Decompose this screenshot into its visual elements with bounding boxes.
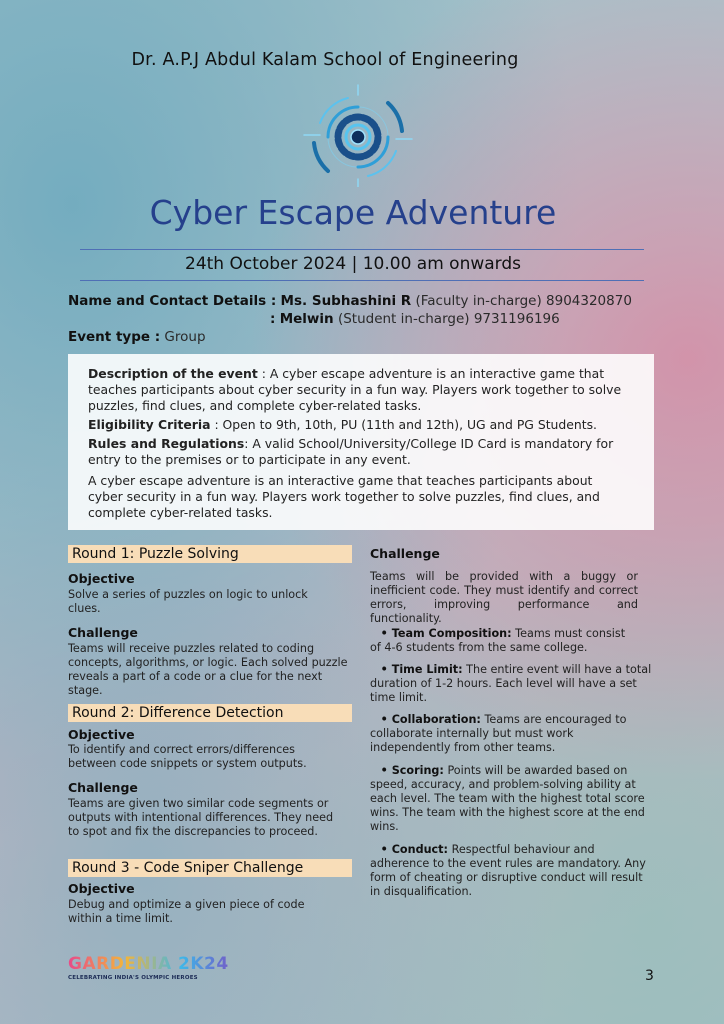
round-1-objective-label: Objective — [68, 571, 135, 586]
event-type-label: Event type : — [68, 329, 161, 345]
round-3-objective: Debug and optimize a given piece of code within a time limit. — [68, 898, 305, 925]
contact-line-student — [270, 310, 690, 328]
rules-text: : A valid School/University/College ID Card is mandatory for entry to the premises or to participate in any event. — [88, 436, 614, 467]
rules-paragraph — [88, 436, 642, 468]
brand-tagline: CELEBRATING INDIA'S OLYMPIC HEROES — [68, 975, 198, 981]
round-1-challenge-label: Challenge — [68, 625, 138, 640]
page-number: 3 — [645, 968, 654, 984]
round-3-objective-label: Objective — [68, 881, 135, 896]
rule-team-text: Teams must consist of 4-6 students from the same college. — [370, 627, 626, 654]
rule-time-text: The entire event will have a total duration of 1-2 hours. Each level will have a set time limit. — [370, 663, 652, 704]
student-prefix: : — [270, 311, 276, 327]
round-2-challenge: Teams are given two similar code segments or outputs with intentional differences. They need to spot and fix the discrepancies to proceed. — [68, 797, 334, 838]
round-1-challenge: Teams will receive puzzles related to coding concepts, algorithms, or logic. Each solved puzzle reveals a part of a code or a clue for the next stage. — [68, 642, 348, 697]
eligibility-paragraph — [88, 417, 642, 433]
rule-time-limit — [370, 663, 654, 705]
round-2-objective: To identify and correct errors/differences between code snippets or system outputs. — [68, 743, 307, 770]
rule-team-composition — [370, 627, 638, 655]
faculty-name: Ms. Subhashini R — [280, 293, 412, 309]
cyber-target-icon — [298, 83, 418, 187]
event-dateline: 24th October 2024 | 10.00 am onwards — [185, 254, 521, 274]
contact-label: Name and Contact Details : — [68, 293, 277, 309]
round-3-header: Round 3 - Code Sniper Challenge — [68, 859, 352, 877]
eligibility-label: Eligibility Criteria — [88, 417, 211, 432]
event-type-line — [68, 328, 368, 346]
eligibility-text: : Open to 9th, 10th, PU (11th and 12th), UG and PG Students. — [210, 417, 597, 432]
round-2-objective-label: Objective — [68, 727, 135, 742]
description-box — [68, 354, 654, 530]
student-detail: (Student in-charge) 9731196196 — [337, 311, 560, 327]
round-3-challenge: Teams will be provided with a buggy or inefficient code. They must identify and correct errors, improving performance and functionality. — [370, 570, 638, 625]
brand-name: GARDENIA 2K24 — [68, 954, 238, 974]
description-label: Description of the event — [88, 366, 258, 381]
rule-scoring-label: • Scoring: — [380, 764, 444, 777]
rule-conduct — [370, 843, 646, 899]
round-1-header: Round 1: Puzzle Solving — [68, 545, 352, 563]
school-name: Dr. A.P.J Abdul Kalam School of Engineering — [131, 50, 519, 70]
round-1-objective: Solve a series of puzzles on logic to unlock clues. — [68, 588, 308, 615]
rule-scoring-text: Points will be awarded based on speed, accuracy, and problem-solving ability at each level. The team with the highest total score wins. The team with the highest score at the end wins. — [370, 764, 645, 833]
event-title: Cyber Escape Adventure — [149, 193, 557, 232]
description-paragraph — [88, 366, 642, 414]
divider-bottom — [80, 280, 644, 281]
round-2-header: Round 2: Difference Detection — [68, 704, 352, 722]
student-name: Melwin — [279, 311, 334, 327]
event-type-value: Group — [164, 329, 206, 345]
rule-scoring — [370, 764, 650, 834]
divider-top — [80, 249, 644, 250]
contact-line-faculty — [68, 292, 668, 310]
rule-team-label: • Team Composition: — [380, 627, 512, 640]
rule-conduct-text: Respectful behaviour and adherence to the event rules are mandatory. Any form of cheating or disruptive conduct will result in disqualification. — [370, 843, 646, 898]
faculty-detail: (Faculty in-charge) 8904320870 — [415, 293, 632, 309]
round-3-challenge-label: Challenge — [370, 546, 440, 561]
rule-conduct-label: • Conduct: — [380, 843, 449, 856]
rule-collab-label: • Collaboration: — [380, 713, 481, 726]
gardenia-logo — [68, 954, 238, 988]
round-2-challenge-label: Challenge — [68, 780, 138, 795]
rule-collab-text: Teams are encouraged to collaborate internally but must work independently from other teams. — [370, 713, 627, 754]
rule-collaboration — [370, 713, 638, 755]
rule-time-label: • Time Limit: — [380, 663, 463, 676]
rules-label: Rules and Regulations — [88, 436, 245, 451]
description-text: : A cyber escape adventure is an interactive game that teaches participants about cyber security in a fun way. Players work together to solve puzzles, find clues, and complete cyber-related tasks. — [88, 366, 622, 413]
summary-paragraph: A cyber escape adventure is an interactive game that teaches participants about cyber security in a fun way. Players work together to solve puzzles, find clues, and complete cyber-related tasks. — [88, 473, 600, 520]
